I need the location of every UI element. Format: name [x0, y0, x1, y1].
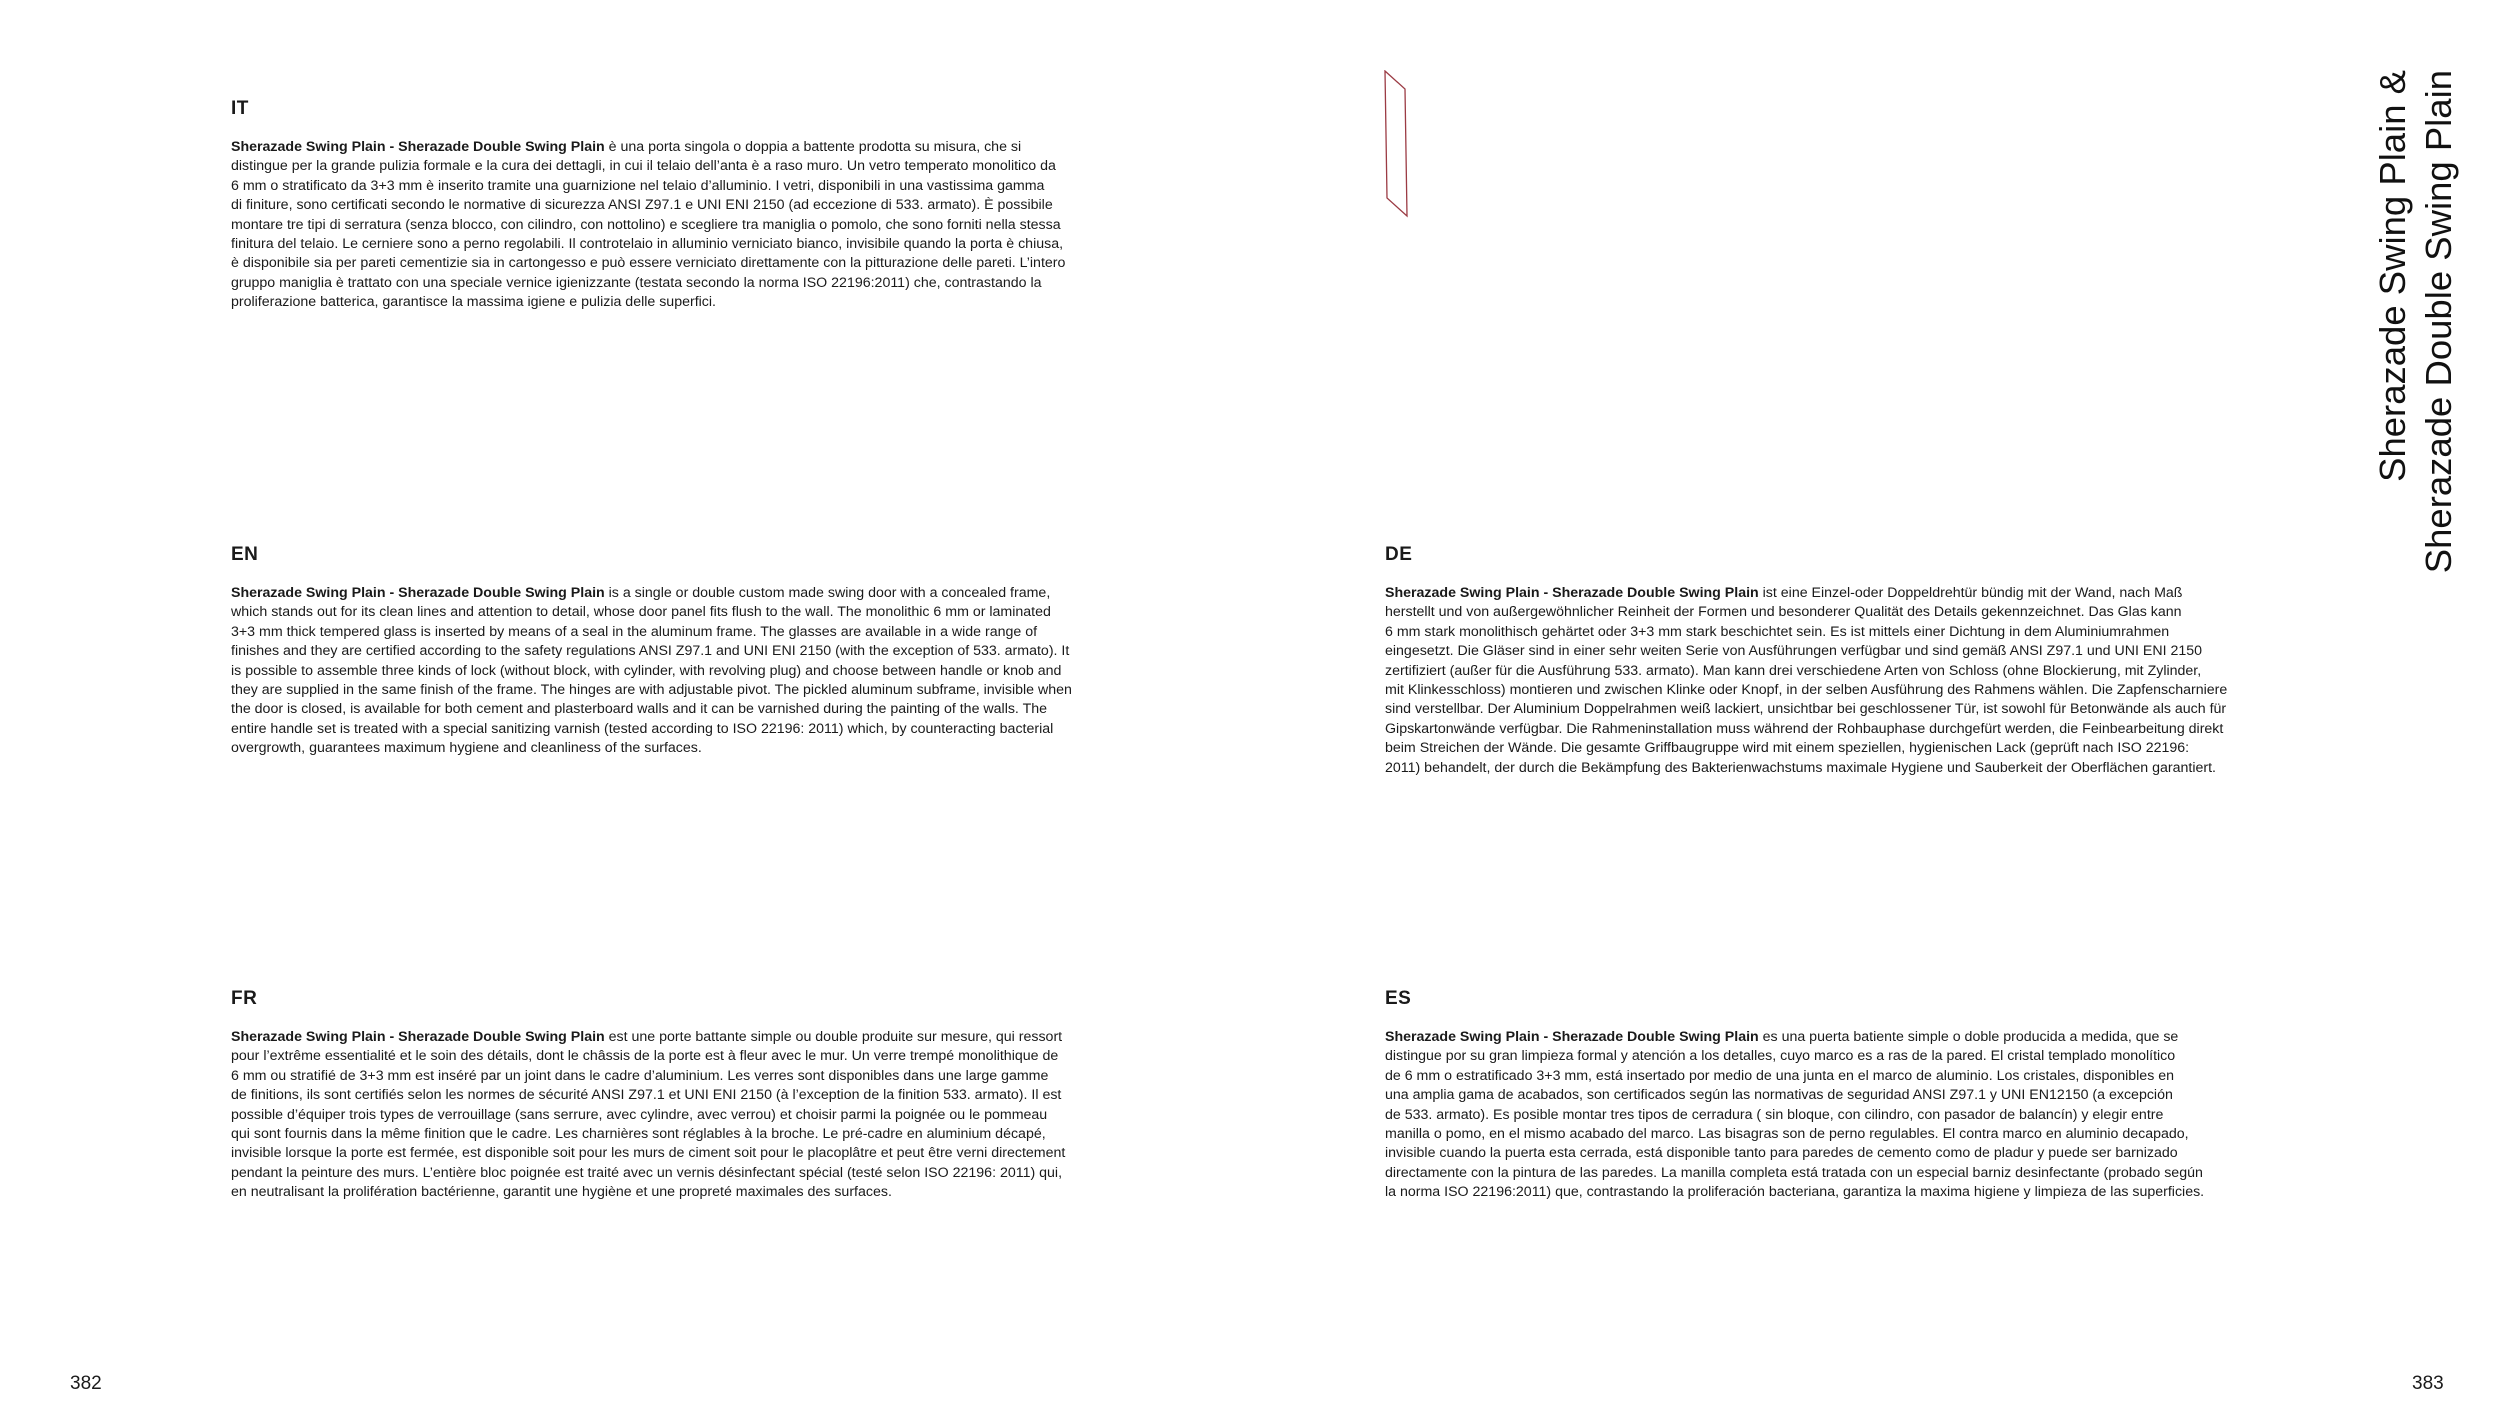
text-line: finitura del telaio. Le cerniere sono a perno regolabili. Il controtelaio in alluminio verniciato bianco, invisibile quando la porta è chiusa,: [231, 236, 1064, 253]
text-line: gruppo maniglia è trattato con una speciale vernice igienizzante (testata secondo la norma ISO 22196:2011) che, contrastando la: [231, 274, 1042, 291]
text-line: entire handle set is treated with a special sanitizing varnish (tested according to ISO 22196: 2011) which, by counteracting bacterial: [231, 720, 1054, 737]
text-line: manilla o pomo, en el mismo acabado del marco. Las bisagras son de perno regulables. El contra marco en aluminio decapado,: [1385, 1126, 2189, 1143]
text-line: est une porte battante simple ou double produite sur mesure, qui ressort: [604, 1029, 1063, 1045]
text-line: è disponibile sia per pareti cementizie sia in cartongesso e può essere verniciato direttamente con la pitturazione delle pareti. L’intero: [231, 255, 1066, 272]
text-line: mit Klinkesschloss) montieren und zwischen Klinke oder Knopf, in der selben Ausführung des Rahmens wählen. Die Zapfenscharniere: [1385, 682, 2228, 699]
text-line: 6 mm ou stratifié de 3+3 mm est inséré par un joint dans le cadre d’aluminium. Les verres sont disponibles dans une large gamme: [231, 1067, 1049, 1084]
text-line: directamente con la pintura de las paredes. La manilla completa está tratada con un especial barniz desinfectante (probado según: [1385, 1164, 2203, 1181]
section-paragraph: [231, 1028, 1151, 1203]
section-heading: IT: [231, 98, 249, 119]
text-line: finishes and they are certified according to the safety regulations ANSI Z97.1 and UNI ENI 2150 (with the exception of 533. armato). It: [231, 643, 1070, 660]
product-name: Sherazade Swing Plain - Sherazade Double Swing Plain: [231, 139, 605, 155]
text-line: beim Streichen der Wände. Die gesamte Griffbaugruppe wird mit einem speziellen, hygienischen Lack (geprüft nach ISO 22196:: [1385, 740, 2190, 757]
section-heading: DE: [1385, 544, 1413, 565]
page-number-right: 383: [2412, 1373, 2444, 1394]
text-line: ist eine Einzel-oder Doppeldrehtür bündig mit der Wand, nach Maß: [1758, 585, 2183, 601]
text-line: 6 mm stark monolithisch gehärtet oder 3+3 mm stark beschichtet sein. Es ist mittels einer Dichtung in dem Aluminiumrahmen: [1385, 623, 2170, 640]
text-line: the door is closed, is available for both cement and plasterboard walls and it can be varnished during the painting of the walls. The: [231, 701, 1048, 718]
product-name: Sherazade Swing Plain - Sherazade Double Swing Plain: [231, 1029, 605, 1045]
section-heading: EN: [231, 544, 259, 565]
text-line: montare tre tipi di serratura (senza blocco, con cilindro, con nottolino) e scegliere tra maniglia o pomolo, che sono forniti nella stessa: [231, 216, 1061, 233]
text-line: eingesetzt. Die Gläser sind in einer sehr weiten Serie von Ausführungen verfügbar und sind gemäß ANSI Z97.1 und UNI ENI 2150: [1385, 643, 2203, 660]
text-line: 2011) behandelt, der durch die Bekämpfung des Bakterienwachstums maximale Hygiene und Sauberkeit der Oberflächen garantiert.: [1385, 759, 2216, 776]
text-line: is a single or double custom made swing door with a concealed frame,: [604, 585, 1051, 601]
text-line: la norma ISO 22196:2011) que, contrastando la proliferación bacteriana, garantiza la maxima higiene y limpieza de las superficies.: [1385, 1184, 2205, 1201]
text-line: zertifiziert (außer für die Ausführung 533. armato). Man kann drei verschiedene Arten von Schloss (ohne Blockierung, mit Zylinder,: [1385, 662, 2202, 679]
section-de: [1385, 544, 2305, 778]
product-name: Sherazade Swing Plain - Sherazade Double Swing Plain: [1385, 1029, 1759, 1045]
section-heading: ES: [1385, 988, 1412, 1009]
text-line: sind verstellbar. Der Aluminium Doppelrahmen weiß lackiert, unsichtbar bei geschlossener Tür, ist sowohl für Betonwände als auch für: [1385, 701, 2227, 718]
text-line: overgrowth, guarantees maximum hygiene and cleanliness of the surfaces.: [231, 740, 702, 757]
text-line: which stands out for its clean lines and attention to detail, whose door panel fits flush to the wall. The monolithic 6 mm or laminated: [231, 604, 1051, 621]
text-line: pendant la peinture des murs. L’entière bloc poignée est traité avec un vernis désinfectant spécial (testé selon ISO 22196: 2011) qui,: [231, 1164, 1063, 1181]
text-line: è una porta singola o doppia a battente prodotta su misura, che si: [604, 139, 1022, 155]
text-line: de 6 mm o estratificado 3+3 mm, está insertado por medio de una junta en el marco de aluminio. Los cristales, disponibles en: [1385, 1067, 2175, 1084]
text-line: qui sont fournis dans la même finition que le cadre. Les charnières sont réglables à la broche. Le pré-cadre en aluminium décapé,: [231, 1126, 1046, 1143]
section-es: [1385, 988, 2305, 1203]
text-line: de finitions, ils sont certifiés selon les normes de sécurité ANSI Z97.1 et UNI ENI 2150 (à l’exception de la finition 533. armato). Il est: [231, 1087, 1062, 1104]
text-line: invisible cuando la puerta esta cerrada, está disponible tanto para paredes de cemento como de pladur y puede ser barnizado: [1385, 1145, 2178, 1162]
section-paragraph: [231, 138, 1151, 313]
text-line: possible d’équiper trois types de verrouillage (sans serrure, avec cylindre, avec verrou) et choisir parmi la poignée ou le pommeau: [231, 1106, 1048, 1123]
text-line: Gipskartonwände verfügbar. Die Rahmeninstallation muss während der Rohbauphase durchgefürt werden, die Feinbearbeitung direkt: [1385, 720, 2224, 737]
section-heading: FR: [231, 988, 258, 1009]
side-title: [2370, 70, 2490, 590]
section-fr: [231, 988, 1151, 1203]
section-paragraph: [231, 584, 1151, 759]
section-paragraph: [1385, 1028, 2305, 1203]
text-line: es una puerta batiente simple o doble producida a medida, que se: [1758, 1029, 2179, 1045]
text-line: en neutralisant la prolifération bactérienne, garantit une hygiène et une propreté maximales des surfaces.: [231, 1184, 892, 1201]
text-line: invisible lorsque la porte est fermée, est disponible soit pour les murs de ciment soit pour le placoplâtre et peut être verni directement: [231, 1145, 1066, 1162]
text-line: de 533. armato). Es posible montar tres tipos de cerradura ( sin bloque, con cilindro, con pasador de balancín) y elegir entre: [1385, 1106, 2164, 1123]
text-line: is possible to assemble three kinds of lock (without block, with cylinder, with revolving plug) and choose between handle or knob and: [231, 662, 1062, 679]
text-line: 3+3 mm thick tempered glass is inserted by means of a seal in the aluminum frame. The glasses are available in a wide range of: [231, 623, 1038, 640]
section-it: [231, 98, 1151, 313]
text-line: distingue por su gran limpieza formal y atención a los detalles, cuyo marco es a ras de la pared. El cristal templado monolítico: [1385, 1048, 2176, 1065]
text-line: pour l’extrême essentialité et le soin des détails, dont le châssis de la porte est à fleur avec le mur. Un verre trempé monolithique de: [231, 1048, 1059, 1065]
text-line: 6 mm o stratificato da 3+3 mm è inserito tramite una guarnizione nel telaio d’alluminio. I vetri, disponibili in una vastissima gamma: [231, 177, 1045, 194]
text-line: proliferazione batterica, garantisce la massima igiene e pulizia delle superfici.: [231, 294, 716, 311]
text-line: distingue per la grande pulizia formale e la cura dei dettagli, in cui il telaio dell’anta è a raso muro. Un vetro temperato monolitico da: [231, 158, 1056, 175]
text-line: herstellt und von außergewöhnlicher Reinheit der Formen und besonderer Qualität des Details gekennzeichnet. Das Glas kann: [1385, 604, 2182, 621]
section-en: [231, 544, 1151, 759]
product-name: Sherazade Swing Plain - Sherazade Double Swing Plain: [1385, 585, 1759, 601]
side-title-line-2: Sherazade Double Swing Plain: [2418, 70, 2459, 574]
text-line: una amplia gama de acabados, son certificados según las normativas de seguridad ANSI Z97.1 y UNI EN12150 (a excepción: [1385, 1087, 2173, 1104]
text-line: they are supplied in the same finish of the frame. The hinges are with adjustable pivot. The pickled aluminum subframe, invisible when: [231, 682, 1072, 699]
side-title-line-1: Sherazade Swing Plain &: [2372, 70, 2413, 482]
text-line: di finiture, sono certificati secondo le normative di sicurezza ANSI Z97.1 e UNI ENI 2150 (ad eccezione di 533. armato). È possibile: [231, 197, 1053, 214]
section-paragraph: [1385, 584, 2305, 778]
door-outline-icon: [1383, 70, 1409, 218]
product-name: Sherazade Swing Plain - Sherazade Double Swing Plain: [231, 585, 605, 601]
page-number-left: 382: [70, 1373, 102, 1394]
